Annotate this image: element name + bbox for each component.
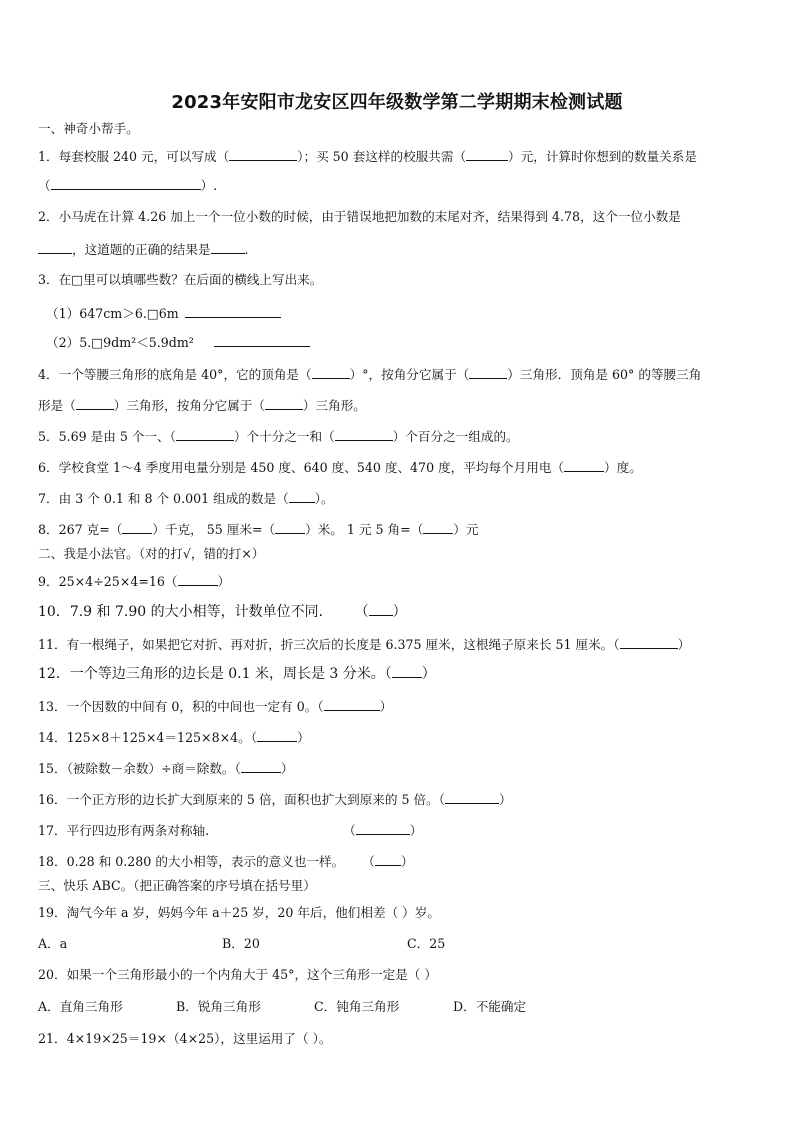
answer-blank[interactable] <box>445 791 499 804</box>
answer-blank[interactable] <box>211 241 245 254</box>
question-2-continued: ，这道题的正确的结果是 . <box>38 241 249 258</box>
question-15: 15．（被除数－余数）÷商＝除数。（ ） <box>38 761 294 776</box>
section-heading-3: 三、快乐 ABC。（把正确答案的序号填在括号里） <box>38 878 316 893</box>
answer-blank[interactable] <box>241 760 281 773</box>
question-11: 11．有一根绳子，如果把它对折、再对折，折三次后的长度是 6.375 厘米，这根绳子原来长 51 厘米。（ ） <box>38 637 691 652</box>
answer-blank[interactable] <box>335 428 393 441</box>
section-heading-2: 二、我是小法官。（对的打√，错的打×） <box>38 546 265 561</box>
answer-blank[interactable] <box>423 521 453 534</box>
answer-blank[interactable] <box>178 573 218 586</box>
answer-blank[interactable] <box>122 521 152 534</box>
question-13: 13．一个因数的中间有 0，积的中间也一定有 0。（ ） <box>38 699 393 714</box>
option-b[interactable]: B．20 <box>222 936 260 951</box>
question-1-continued: （ ）. <box>38 178 218 193</box>
page-title: 2023年安阳市龙安区四年级数学第二学期期末检测试题 <box>171 92 623 113</box>
question-12: 12．一个等边三角形的边长是 0.1 米，周长是 3 分米。（ ） <box>38 666 436 682</box>
answer-blank[interactable] <box>275 521 305 534</box>
answer-blank[interactable] <box>257 729 297 742</box>
answer-blank[interactable] <box>265 397 303 410</box>
option-a[interactable]: A．a <box>38 936 68 951</box>
question-6: 6．学校食堂 1～4 季度用电量分别是 450 度、640 度、540 度、470 度，平均每个月用电（ ）度。 <box>38 460 642 475</box>
option-a[interactable]: A．直角三角形 <box>38 999 123 1014</box>
question-1: 1．每套校服 240 元，可以写成（ ）；买 50 套这样的校服共需（ ）元，计算时你想到的数量关系是 <box>38 149 697 164</box>
question-10: 10．7.9 和 7.90 的大小相等，计数单位不同． （ ） <box>38 604 407 620</box>
question-18: 18．0.28 和 0.280 的大小相等，表示的意义也一样。 （ ） <box>38 854 414 869</box>
option-d[interactable]: D．不能确定 <box>453 999 527 1014</box>
answer-blank[interactable] <box>620 636 678 649</box>
question-19: 19．淘气今年 a 岁，妈妈今年 a＋25 岁，20 年后，他们相差（ ）岁。 <box>38 905 440 920</box>
question-7: 7．由 3 个 0.1 和 8 个 0.001 组成的数是（ ）。 <box>38 491 334 506</box>
answer-blank[interactable] <box>466 148 508 161</box>
question-4-continued: 形是（ ）三角形，按角分它属于（ ）三角形。 <box>38 398 366 413</box>
question-3: 3．在□里可以填哪些数？在后面的横线上写出来。 <box>38 272 323 287</box>
question-3-part-2: （2）5.□9dm²＜5.9dm² <box>46 334 310 351</box>
question-20: 20．如果一个三角形最小的一个内角大于 45°，这个三角形一定是（ ） <box>38 967 437 982</box>
answer-blank[interactable] <box>564 459 604 472</box>
answer-line[interactable] <box>185 305 281 318</box>
answer-blank[interactable] <box>76 397 114 410</box>
answer-blank[interactable] <box>312 366 350 379</box>
answer-blank[interactable] <box>324 698 380 711</box>
question-16: 16．一个正方形的边长扩大到原来的 5 倍，面积也扩大到原来的 5 倍。（ ） <box>38 792 512 807</box>
section-heading-1: 一、神奇小帮手。 <box>38 121 139 136</box>
answer-blank[interactable] <box>289 490 315 503</box>
answer-blank[interactable] <box>176 428 234 441</box>
question-14: 14．125×8＋125×4＝125×8×4。（ ） <box>38 730 310 745</box>
question-4: 4．一个等腰三角形的底角是 40°，它的顶角是（ ）°，按角分它属于（ ）三角形．顶角是 60° 的等腰三角 <box>38 367 702 382</box>
answer-blank[interactable] <box>369 603 393 616</box>
answer-blank[interactable] <box>375 853 401 866</box>
answer-blank[interactable] <box>356 822 410 835</box>
answer-blank[interactable] <box>469 366 507 379</box>
question-9: 9．25×4÷25×4=16（ ） <box>38 574 231 589</box>
question-5: 5．5.69 是由 5 个一、（ ）个十分之一和（ ）个百分之一组成的。 <box>38 429 519 444</box>
option-b[interactable]: B．锐角三角形 <box>176 999 261 1014</box>
question-2: 2．小马虎在计算 4.26 加上一个一位小数的时候，由于错误地把加数的末尾对齐，结果得到 4.78，这个一位小数是 <box>38 209 681 224</box>
answer-line[interactable] <box>214 334 310 347</box>
question-21: 21．4×19×25＝19×（4×25），这里运用了（ ）。 <box>38 1031 332 1046</box>
question-3-part-1: （1）647cm＞6.□6m <box>46 305 281 322</box>
answer-blank[interactable] <box>51 177 201 190</box>
question-8: 8．267 克=（ ）千克， 55 厘米=（ ）米。 1 元 5 角=（ ）元 <box>38 522 479 537</box>
question-17: 17．平行四边形有两条对称轴. （ ） <box>38 823 423 838</box>
option-c[interactable]: C．钝角三角形 <box>314 999 400 1014</box>
answer-blank[interactable] <box>38 241 72 254</box>
answer-blank[interactable] <box>392 665 422 678</box>
answer-blank[interactable] <box>229 148 297 161</box>
option-c[interactable]: C．25 <box>407 936 446 951</box>
